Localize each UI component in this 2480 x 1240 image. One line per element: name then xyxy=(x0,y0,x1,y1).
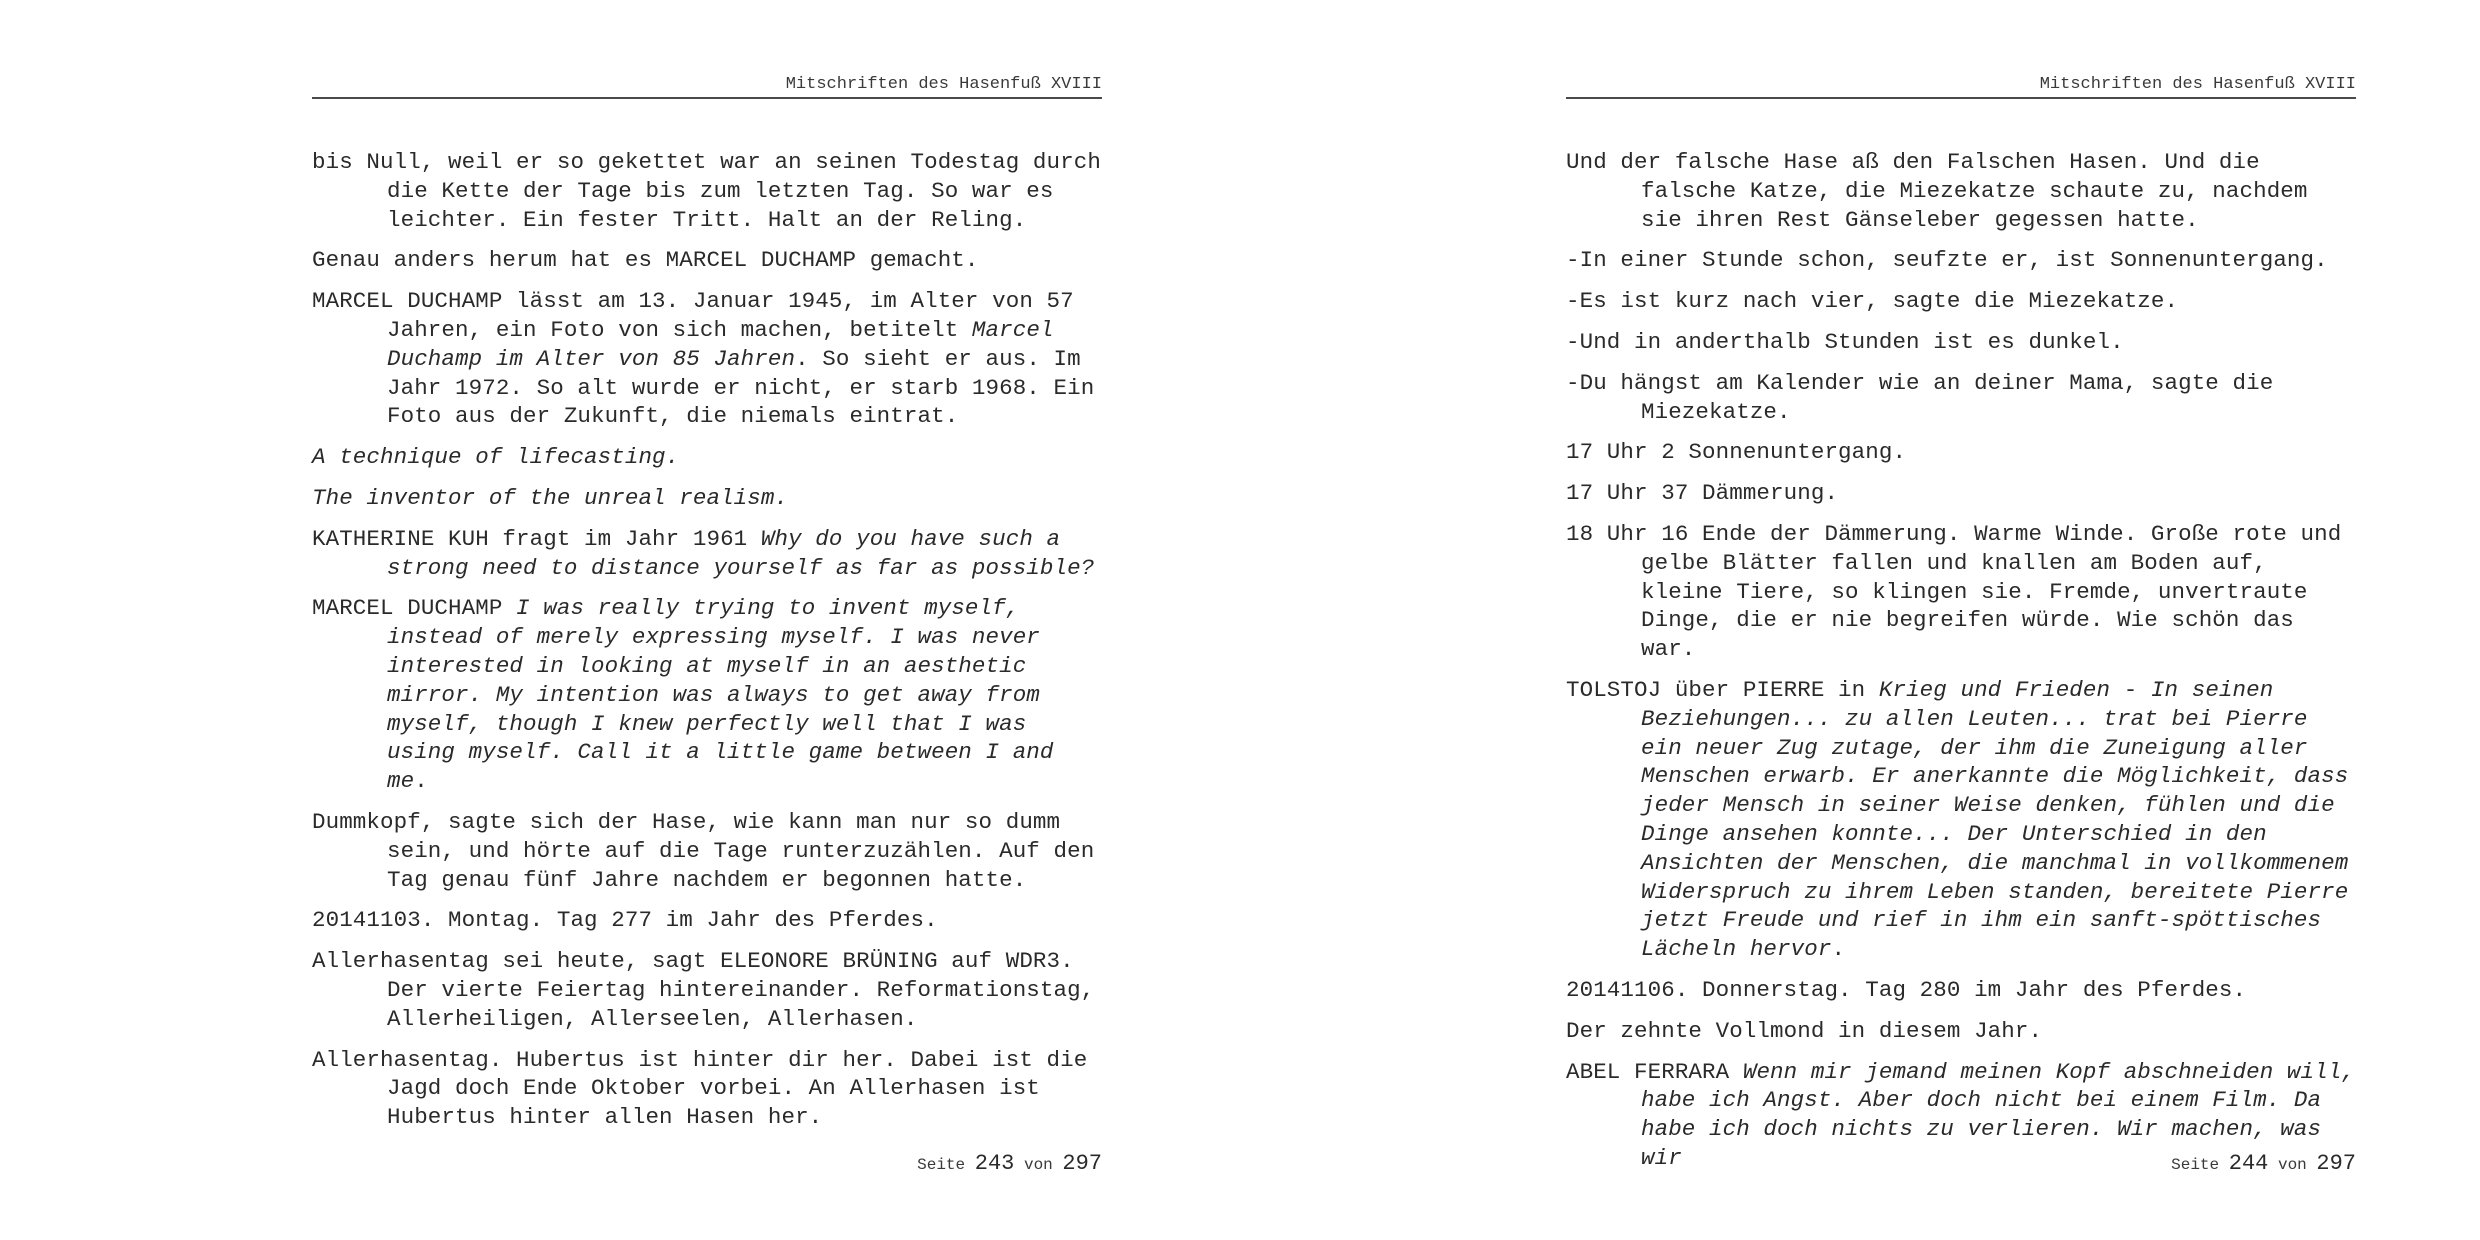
text-run: -Es ist kurz nach vier, sagte die Miezekatze. xyxy=(1566,288,2179,315)
text-column xyxy=(1566,148,2356,1185)
text-run: . xyxy=(1831,936,1846,963)
paragraph xyxy=(1566,328,2356,357)
paragraph xyxy=(1566,438,2356,467)
page-footer xyxy=(1566,1150,2356,1180)
footer-word-page: Seite xyxy=(917,1156,966,1174)
text-run: -Und in anderthalb Stunden ist es dunkel. xyxy=(1566,328,2124,355)
paragraph xyxy=(312,906,1102,935)
paragraph xyxy=(312,808,1102,894)
paragraph xyxy=(1566,287,2356,316)
paragraph xyxy=(1566,520,2356,664)
paragraph xyxy=(312,287,1102,431)
text-run: . So sieht er aus. Im Jahr 1972. So alt wurde er nicht, er starb 1968. Ein Foto aus der Zukunft, die niemals eintrat. xyxy=(387,345,1095,430)
page-number: 244 xyxy=(2228,1151,2269,1176)
italic-text-run: Wenn mir jemand meinen Kopf abschneiden will, habe ich Angst. Aber doch nicht bei einem Film. Da habe ich doch nichts zu verlieren. Wir machen, was wir xyxy=(1641,1058,2355,1171)
paragraph xyxy=(312,148,1102,234)
text-run: MARCEL DUCHAMP xyxy=(312,595,517,622)
paragraph xyxy=(312,484,1102,513)
italic-text-run: The inventor of the unreal realism. xyxy=(312,484,789,511)
text-run: TOLSTOJ über PIERRE in xyxy=(1566,676,1879,703)
page-number: 243 xyxy=(974,1151,1015,1176)
footer-word-page: Seite xyxy=(2171,1156,2220,1174)
header-rule xyxy=(1566,97,2356,99)
text-run: 17 Uhr 37 Dämmerung. xyxy=(1566,480,1839,507)
footer-word-of: von xyxy=(1023,1156,1053,1174)
text-run: MARCEL DUCHAMP lässt am 13. Januar 1945, im Alter von 57 Jahren, ein Foto von sich machen, betitelt xyxy=(312,288,1074,343)
paragraph xyxy=(312,246,1102,275)
italic-text-run: A technique of lifecasting. xyxy=(312,444,680,471)
italic-text-run: Krieg und Frieden xyxy=(1878,676,2111,703)
paragraph xyxy=(1566,1017,2356,1046)
right-page xyxy=(1566,0,2356,1240)
text-run: 20141106. Donnerstag. Tag 280 im Jahr des Pferdes. xyxy=(1566,976,2247,1003)
text-run: Allerhasentag sei heute, sagt ELEONORE BRÜNING auf WDR3. Der vierte Feiertag hintereinander. Reformationstag, Allerheiligen, Allerseelen, Allerhasen. xyxy=(312,948,1095,1032)
text-run: ABEL FERRARA xyxy=(1566,1058,1743,1085)
text-run: - xyxy=(2110,676,2151,703)
paragraph xyxy=(312,594,1102,796)
text-run: Genau anders herum hat es MARCEL DUCHAMP gemacht. xyxy=(312,247,979,274)
left-page xyxy=(312,0,1102,1240)
text-run: -Du hängst am Kalender wie an deiner Mama, sagte die Miezekatze. xyxy=(1566,369,2274,425)
text-run: . xyxy=(414,768,428,795)
text-run: 17 Uhr 2 Sonnenuntergang. xyxy=(1566,439,1907,466)
total-pages: 297 xyxy=(2316,1151,2356,1176)
text-run: 18 Uhr 16 Ende der Dämmerung. Warme Winde. Große rote und gelbe Blätter fallen und knallen am Boden auf, kleine Tiere, so klingen sie. Fremde, unvertraute Dinge, die er nie begreifen würde. Wie schön das war. xyxy=(1566,520,2342,663)
text-run: Und der falsche Hase aß den Falschen Hasen. Und die falsche Katze, die Miezekatze schaute zu, nachdem sie ihren Rest Gänseleber gegessen hatte. xyxy=(1566,149,2308,233)
text-run: bis Null, weil er so gekettet war an seinen Todestag durch die Kette der Tage bis zum letzten Tag. So war es leichter. Ein fester Tritt. Halt an der Reling. xyxy=(312,149,1101,233)
text-run: KATHERINE KUH fragt im Jahr 1961 xyxy=(312,525,761,552)
paragraph xyxy=(1566,246,2356,275)
italic-text-run: Why do you have such a strong need to distance yourself as far as possible? xyxy=(387,525,1095,581)
paragraph xyxy=(312,1046,1102,1132)
footer-word-of: von xyxy=(2277,1156,2307,1174)
paragraph xyxy=(312,525,1102,583)
header-rule xyxy=(312,97,1102,99)
paragraph xyxy=(1566,976,2356,1005)
paragraph xyxy=(1566,479,2356,508)
text-column xyxy=(312,148,1102,1144)
paragraph xyxy=(1566,676,2356,964)
running-header: Mitschriften des Hasenfuß XVIII xyxy=(2039,75,2356,94)
paragraph xyxy=(1566,369,2356,427)
paragraph xyxy=(1566,148,2356,234)
total-pages: 297 xyxy=(1062,1151,1102,1176)
text-run: Allerhasentag. Hubertus ist hinter dir her. Dabei ist die Jagd doch Ende Oktober vorbei. An Allerhasen ist Hubertus hinter allen Hasen her. xyxy=(312,1046,1088,1131)
italic-text-run: Marcel Duchamp im Alter von 85 Jahren xyxy=(387,316,1054,372)
paragraph xyxy=(312,947,1102,1033)
italic-text-run: In seinen Beziehungen... zu allen Leuten... trat bei Pierre ein neuer Zug zutage, der ihm die Zuneigung aller Menschen erwarb. Er anerkannte die Möglichkeit, dass jeder Mensch in seiner Weise denken, fühlen und die Dinge ansehen konnte... Der Unterschied in den Ansichten der Menschen, die manchmal in vollkommenem Widerspruch zu ihrem Leben standen, bereitete Pierre jetzt Freude und rief in ihm ein sanft-spöttisches Lächeln hervor xyxy=(1641,676,2349,963)
text-run: Der zehnte Vollmond in diesem Jahr. xyxy=(1566,1017,2043,1044)
page-footer xyxy=(312,1150,1102,1180)
italic-text-run: I was really trying to invent myself, instead of merely expressing myself. I was never interested in looking at myself in an aesthetic mirror. My intention was always to get away from myself, though I knew perfectly well that I was using myself. Call it a little game between I and me xyxy=(387,595,1054,795)
text-run: Dummkopf, sagte sich der Hase, wie kann man nur so dumm sein, und hörte auf die Tage runterzuzählen. Auf den Tag genau fünf Jahre nachdem er begonnen hatte. xyxy=(312,808,1095,893)
text-run: 20141103. Montag. Tag 277 im Jahr des Pferdes. xyxy=(312,907,938,934)
running-header: Mitschriften des Hasenfuß XVIII xyxy=(785,75,1102,94)
text-run: -In einer Stunde schon, seufzte er, ist Sonnenuntergang. xyxy=(1566,247,2328,274)
paragraph xyxy=(312,443,1102,472)
